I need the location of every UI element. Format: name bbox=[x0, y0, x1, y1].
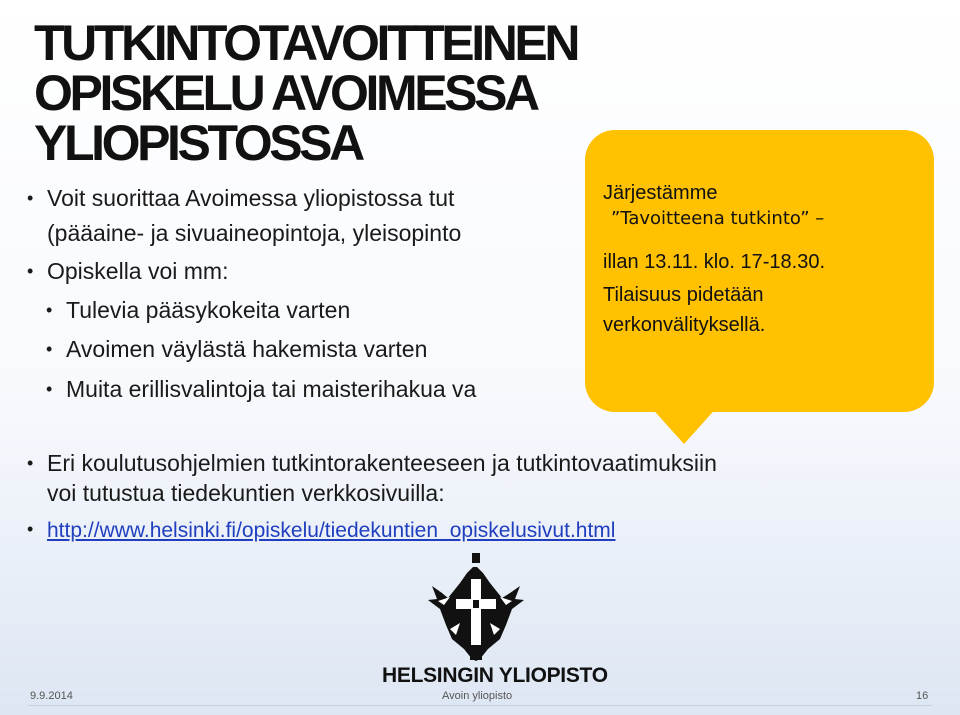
callout-line-1: Järjestämme bbox=[603, 182, 718, 204]
slide-title bbox=[34, 15, 578, 171]
page-number: 16 bbox=[916, 690, 929, 702]
footer-organization: Avoin yliopisto bbox=[442, 690, 513, 702]
bullet-1 bbox=[27, 185, 455, 212]
callout-line-5: verkonvälityksellä. bbox=[603, 314, 766, 336]
title-line-3: YLIOPISTOSSA bbox=[34, 115, 362, 171]
bullet-3-line-1: Eri koulutusohjelmien tutkintorakenteeseen ja tutkintovaatimuksiin bbox=[47, 450, 717, 476]
bullet-1-line-1: Voit suorittaa Avoimessa yliopistossa tut bbox=[47, 185, 455, 211]
faculty-study-pages-link[interactable]: http://www.helsinki.fi/opiskelu/tiedekuntien_opiskelusivut.html bbox=[47, 519, 616, 542]
bullet-3-line-2: voi tutustua tiedekuntien verkkosivuilla: bbox=[47, 480, 445, 506]
bullet-2-sub-2 bbox=[46, 336, 428, 363]
university-logo-text: HELSINGIN YLIOPISTO bbox=[382, 664, 608, 687]
bullet-4 bbox=[27, 516, 616, 544]
title-line-1: TUTKINTOTAVOITTEINEN bbox=[34, 15, 578, 71]
bullet-dot: • bbox=[46, 379, 53, 399]
bullet-2-sub-2-text: Avoimen väylästä hakemista varten bbox=[66, 336, 428, 362]
bullet-dot: • bbox=[27, 261, 34, 281]
helsinki-flame-cross-icon bbox=[420, 553, 530, 663]
bullet-2-sub-3 bbox=[46, 376, 477, 403]
bullet-dot: • bbox=[27, 188, 34, 208]
bullet-dot: • bbox=[46, 300, 53, 320]
footer-divider bbox=[28, 705, 932, 706]
bullet-2-text: Opiskella voi mm: bbox=[47, 258, 229, 284]
bullet-dot: • bbox=[27, 519, 34, 539]
callout-line-3: illan 13.11. klo. 17-18.30. bbox=[603, 251, 826, 273]
footer-date: 9.9.2014 bbox=[30, 690, 73, 702]
bullet-2 bbox=[27, 258, 229, 285]
title-line-2: OPISKELU AVOIMESSA bbox=[34, 65, 537, 121]
bullet-2-sub-1-text: Tulevia pääsykokeita varten bbox=[66, 297, 351, 323]
bullet-3 bbox=[27, 450, 717, 477]
bullet-dot: • bbox=[46, 339, 53, 359]
bullet-2-sub-1 bbox=[46, 297, 351, 324]
callout-tail bbox=[648, 404, 720, 444]
bullet-1-line-2: (pääaine- ja sivuaineopintoja, yleisopinto bbox=[47, 220, 462, 246]
callout-line-2: ”Tavoitteena tutkinto” – bbox=[611, 208, 825, 229]
bullet-2-sub-3-text: Muita erillisvalintoja tai maisterihakua va bbox=[66, 376, 477, 402]
bullet-dot: • bbox=[27, 453, 34, 473]
callout-line-4: Tilaisuus pidetään bbox=[603, 284, 764, 306]
